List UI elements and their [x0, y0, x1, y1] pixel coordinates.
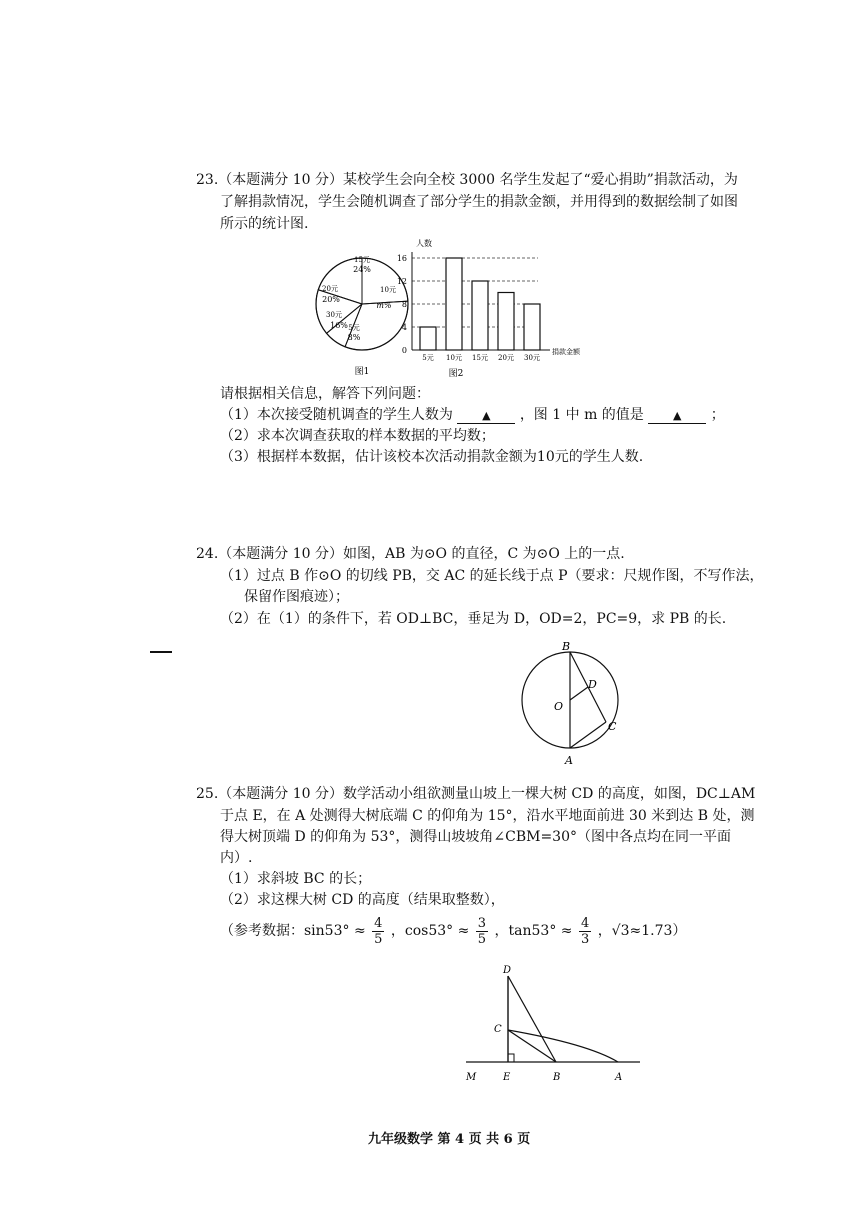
- pie-pct-5: 8%: [347, 333, 361, 342]
- bar-4: [524, 304, 540, 350]
- q25-line1: 25.（本题满分 10 分）数学活动小组欲测量山坡上一棵大树 CD 的高度，如图，DC⊥AM: [196, 786, 756, 802]
- bar-caption: 图2: [448, 369, 464, 379]
- q23-part1-b: ，图 1 中 m 的值是: [519, 407, 644, 423]
- circle-figure: [520, 636, 630, 768]
- q23-part2: （2）求本次调查获取的样本数据的平均数；: [220, 428, 495, 444]
- pie-pct-30: 16%: [330, 321, 348, 330]
- slope-tree-figure: [458, 960, 648, 1090]
- xtick-label-0: 5元: [422, 354, 434, 362]
- bar-yticks: [397, 254, 407, 355]
- sightline-bd: [508, 976, 556, 1062]
- answer-blank-2: ▲: [648, 409, 706, 424]
- q25-line3: 得大树顶端 D 的仰角为 53°，测得山坡坡角∠CBM=30°（图中各点均在同一平面: [220, 829, 731, 845]
- pie-label-5: 5元: [348, 324, 360, 332]
- tan53-denominator: 3: [580, 931, 590, 947]
- ytick-label-2: 8: [401, 300, 407, 309]
- label-m: M: [466, 1072, 477, 1083]
- q24-line3: 保留作图痕迹）；: [244, 589, 349, 605]
- q23-line1: 23.（本题满分 10 分）某校学生会向全校 3000 名学生发起了“爱心捐助”捐款活动，为: [196, 172, 738, 188]
- tan53-numerator: 4: [580, 915, 590, 931]
- q23-part1: [220, 405, 725, 425]
- bar-chart-figure: [386, 234, 596, 380]
- label-d: D: [503, 965, 512, 976]
- q24-line1: 24.（本题满分 10 分）如图，AB 为⊙O 的直径，C 为⊙O 上的一点.: [196, 546, 625, 562]
- xtick-label-2: 15元: [472, 354, 488, 362]
- bar-0: [420, 327, 436, 350]
- q23-part3: （3）根据样本数据，估计该校本次活动捐款金额为10元的学生人数.: [220, 449, 644, 465]
- sqrt-text: ，√3≈1.73）: [597, 923, 687, 939]
- q23-part1-a: （1）本次接受随机调查的学生人数为: [220, 407, 453, 423]
- ytick-label-3: 12: [396, 277, 407, 286]
- q23-line2: 了解捐款情况，学生会随机调查了部分学生的捐款金额，并用得到的数据绘制了如图: [220, 194, 738, 210]
- q25-part1: （1）求斜坡 BC 的长；: [220, 871, 372, 887]
- label-a: A: [565, 754, 573, 767]
- page-footer: 九年级数学 第 4 页 共 6 页: [368, 1132, 531, 1147]
- bar-xticks: [422, 354, 540, 362]
- pie-pct-10: m%: [376, 301, 392, 310]
- pie-label-15: 15元: [354, 256, 370, 264]
- cos53-denominator: 5: [477, 931, 487, 947]
- label-b: B: [553, 1072, 561, 1083]
- ref-prefix: （参考数据：sin53° ≈: [220, 923, 366, 939]
- bar-xlabel: 捐款金额: [552, 348, 580, 356]
- xtick-label-4: 30元: [524, 354, 540, 362]
- tan-text: ，tan53° ≈: [494, 923, 573, 939]
- answer-blank-1: ▲: [457, 409, 515, 424]
- cos53-fraction: [476, 916, 488, 947]
- right-angle-mark: [508, 1054, 514, 1062]
- xtick-label-3: 20元: [498, 354, 514, 362]
- label-a: A: [615, 1072, 623, 1083]
- q24-line4: （2）在（1）的条件下，若 OD⊥BC，垂足为 D，OD=2，PC=9，求 PB 的长.: [220, 611, 727, 627]
- bar-1: [446, 258, 462, 350]
- label-b: B: [562, 640, 571, 653]
- cos53-numerator: 3: [477, 915, 487, 931]
- q25-reference-data: [220, 914, 686, 948]
- label-c: C: [494, 1024, 502, 1035]
- margin-mark: [150, 651, 172, 653]
- ytick-label-1: 4: [401, 323, 407, 332]
- bar-2: [472, 281, 488, 350]
- q25-line4: 内）.: [220, 850, 253, 866]
- label-c: C: [608, 720, 617, 733]
- pie-label-30: 30元: [326, 311, 342, 319]
- pie-label-10: 10元: [380, 286, 396, 294]
- sin53-numerator: 4: [374, 915, 383, 931]
- pie-label-20: 20元: [322, 285, 338, 293]
- pie-pct-15: 24%: [353, 265, 371, 274]
- pie-caption: 图1: [354, 367, 370, 377]
- sin53-fraction: [372, 916, 384, 947]
- segment-od: [570, 687, 588, 700]
- q24-line2: （1）过点 B 作⊙O 的切线 PB，交 AC 的延长线于点 P（要求：尺规作图，不写作法，: [220, 568, 764, 584]
- q23-line3: 所示的统计图.: [220, 216, 309, 232]
- bar-ylabel: 人数: [416, 239, 432, 248]
- bar-3: [498, 293, 514, 351]
- ytick-label-0: 0: [401, 346, 407, 355]
- sin53-denominator: 5: [374, 931, 383, 947]
- sightline-ac: [508, 1030, 618, 1062]
- ytick-label-4: 16: [396, 254, 407, 263]
- q23-intro: 请根据相关信息，解答下列问题：: [220, 386, 430, 402]
- label-o: O: [554, 700, 564, 713]
- label-d: D: [588, 678, 597, 691]
- tan53-fraction: [579, 916, 591, 947]
- pie-pct-20: 20%: [322, 295, 340, 304]
- cos-text: ，cos53° ≈: [390, 923, 470, 939]
- xtick-label-1: 10元: [446, 354, 462, 362]
- label-e: E: [503, 1072, 511, 1083]
- q23-part1-end: ；: [710, 407, 725, 423]
- q25-line2: 于点 E，在 A 处测得大树底端 C 的仰角为 15°，沿水平地面前进 30 米到达 B 处，测: [220, 808, 755, 824]
- q25-part2: （2）求这棵大树 CD 的高度（结果取整数），: [220, 892, 505, 908]
